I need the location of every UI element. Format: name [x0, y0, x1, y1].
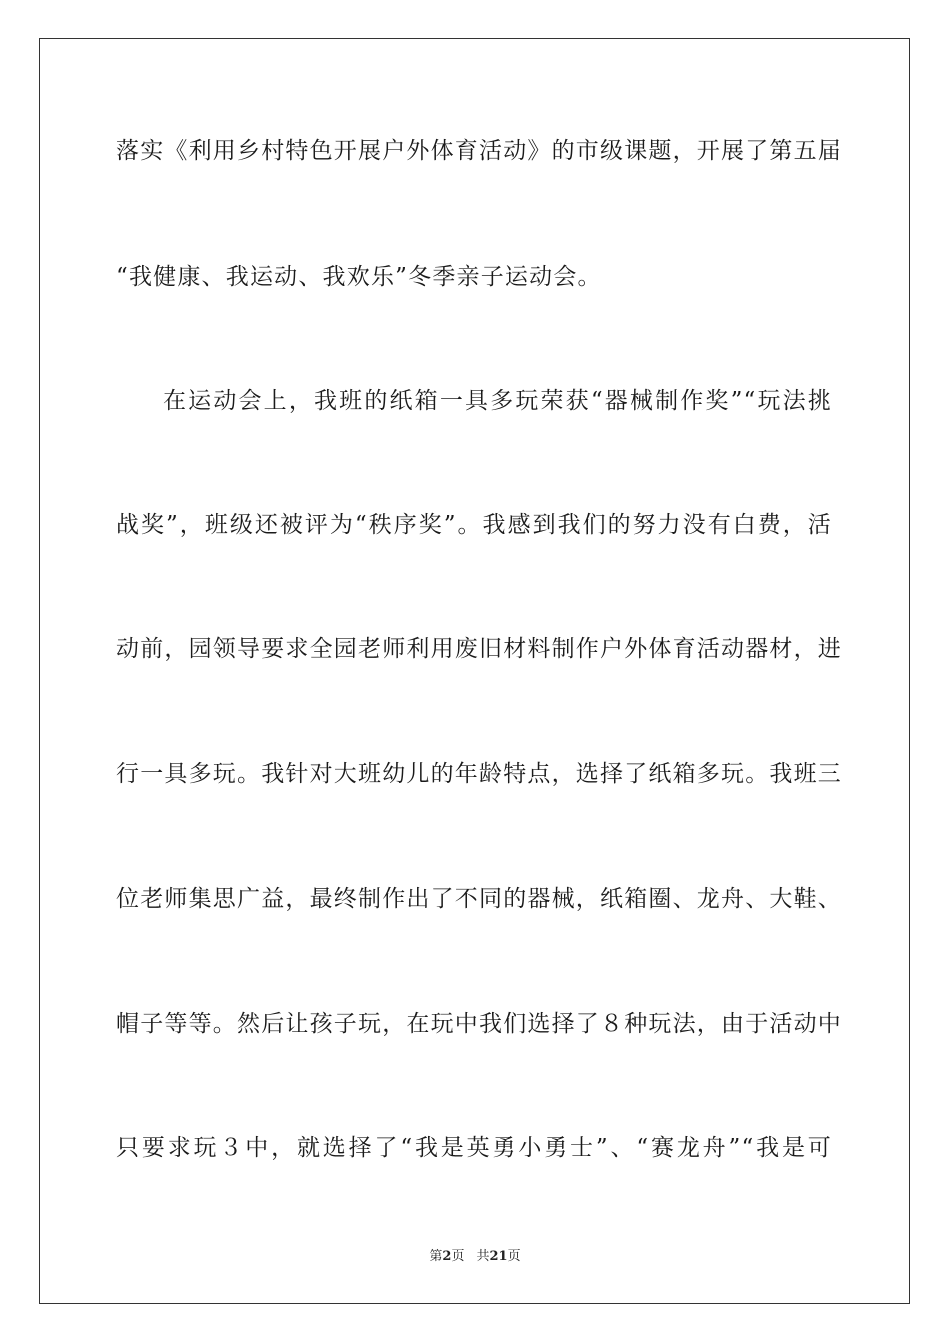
total-suffix: 页: [507, 1249, 521, 1264]
body-text-line-4: 战奖”，班级还被评为“秩序奖”。我感到我们的努力没有白费，活: [116, 512, 832, 538]
body-text-line-2: “我健康、我运动、我欢乐”冬季亲子运动会。: [116, 264, 602, 290]
total-pages: 21: [489, 1249, 508, 1264]
body-text-line-3: 在运动会上，我班的纸箱一具多玩荣获“器械制作奖”“玩法挑: [163, 388, 832, 414]
page-footer: [0, 1245, 950, 1264]
page-suffix: 页: [451, 1249, 465, 1264]
page-number: 2: [442, 1249, 452, 1264]
body-text-line-7: 位老师集思广益，最终制作出了不同的器械，纸箱圈、龙舟、大鞋、: [116, 886, 842, 912]
body-text-line-8: 帽子等等。然后让孩子玩，在玩中我们选择了８种玩法，由于活动中: [116, 1011, 842, 1037]
page-border: [39, 38, 910, 1304]
page-prefix: 第: [429, 1249, 443, 1264]
total-prefix: 共: [476, 1249, 490, 1264]
body-text-line-6: 行一具多玩。我针对大班幼儿的年龄特点，选择了纸箱多玩。我班三: [116, 761, 842, 787]
body-text-line-1: 落实《利用乡村特色开展户外体育活动》的市级课题，开展了第五届: [116, 138, 842, 164]
body-text-line-9: 只要求玩３中，就选择了“我是英勇小勇士”、“赛龙舟”“我是可: [116, 1135, 832, 1161]
body-text-line-5: 动前，园领导要求全园老师利用废旧材料制作户外体育活动器材，进: [116, 636, 842, 662]
